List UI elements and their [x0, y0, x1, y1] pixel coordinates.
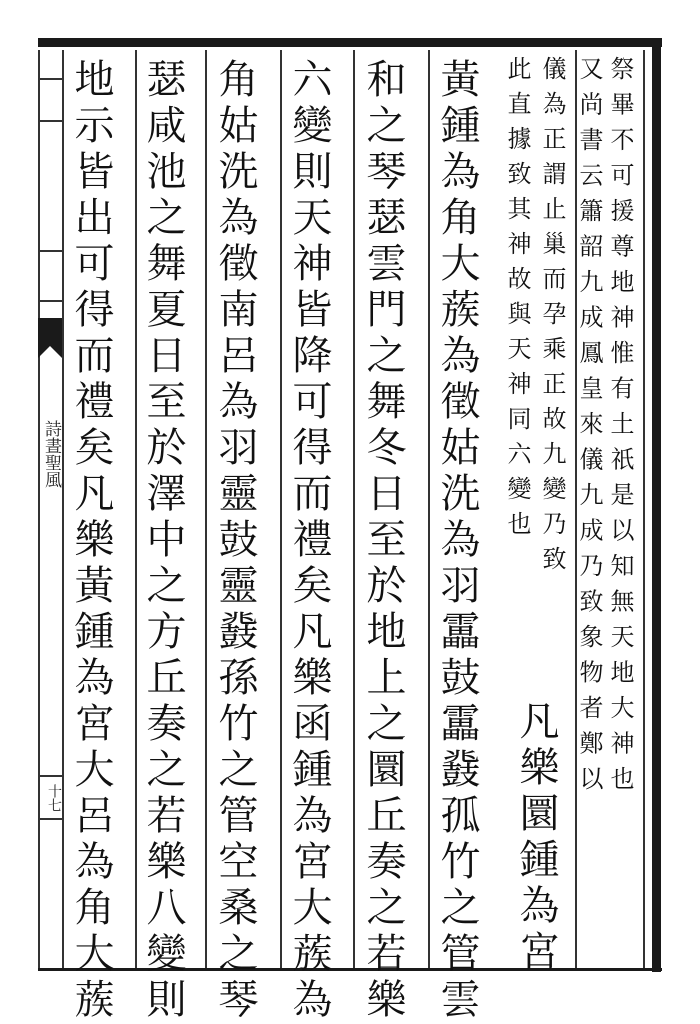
main-text-column-1: 黃鍾為角大蔟為徵姑洗為羽靁鼓靁鼗孤竹之管雲 — [434, 58, 480, 1024]
gutter-tick — [38, 120, 62, 122]
main-text-fragment: 凡樂圜鍾為宮 — [513, 700, 559, 976]
frame-right-border — [652, 38, 661, 972]
gutter-tick — [38, 775, 62, 777]
gutter-tick — [38, 78, 62, 80]
gutter-tick — [38, 300, 62, 302]
main-text-column-5: 瑟咸池之舞夏日至於澤中之方丘奏之若樂八變則 — [140, 58, 186, 1024]
main-text-column-3: 六變則天神皆降可得而禮矣凡樂函鍾為宮大蔟為 — [286, 58, 332, 1024]
gutter — [0, 0, 62, 1024]
annotation-column-3: 儀為正謂止巢而孕乘正故九變乃致 — [538, 56, 566, 581]
annotation-column-2: 又尚書云簫韶九成鳳皇來儀九成乃致象物者鄭以 — [575, 56, 603, 802]
main-text-column-4: 角姑洗為徵南呂為羽靈鼓靈鼗孫竹之管空桑之琴 — [212, 58, 258, 1024]
frame-bottom-border — [38, 968, 662, 971]
annotation-column-4: 此直據致其神故與天神同六變也 — [503, 56, 531, 546]
main-text-column-6: 地示皆出可得而禮矣凡樂黃鍾為宮大呂為角大蔟 — [68, 58, 114, 1024]
frame-right-inner-line — [643, 50, 645, 968]
fishtail-mark — [38, 318, 62, 358]
annotation-column-1: 祭畢不可援尊地神惟有土祇是以知無天地大神也 — [606, 56, 634, 802]
gutter-title: 詩晝聖風 — [41, 420, 61, 488]
gutter-tick — [38, 818, 62, 820]
gutter-tick — [38, 250, 62, 252]
main-text-column-2: 和之琴瑟雲門之舞冬日至於地上之圜丘奏之若樂 — [360, 58, 406, 1024]
frame-top-border — [38, 38, 662, 47]
gutter-page-number: 十七 — [46, 784, 62, 812]
gutter-line — [38, 50, 40, 968]
